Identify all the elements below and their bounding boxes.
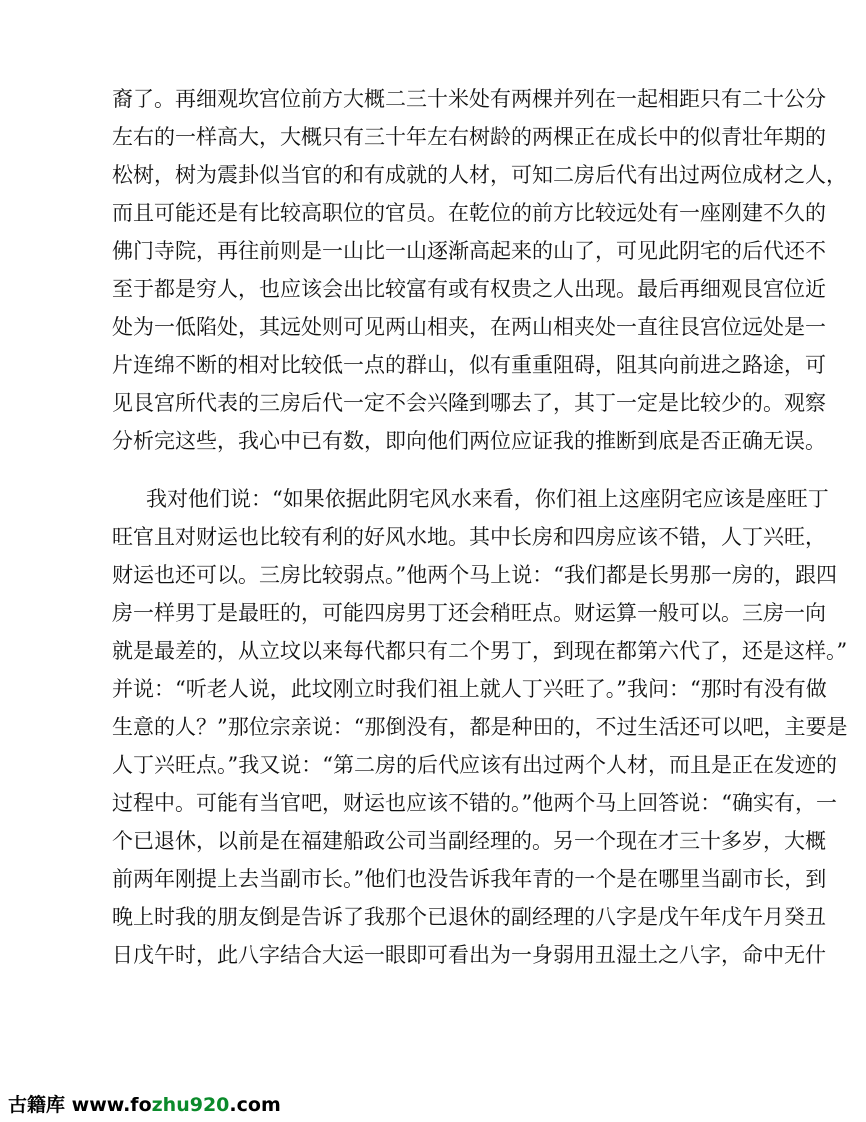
text-line: 至于都是穷人，也应该会出比较富有或有权贵之人出现。最后再细观艮宫位近 xyxy=(112,277,826,301)
text-line: 分析完这些，我心中已有数，即向他们两位应证我的推断到底是否正确无误。 xyxy=(112,429,826,453)
text-line: 并说：“听老人说，此坟刚立时我们祖上就人丁兴旺了。”我问：“那时有没有做 xyxy=(112,677,827,701)
text-line: 日戊午时，此八字结合大运一眼即可看出为一身弱用丑湿土之八字，命中无什 xyxy=(112,943,826,967)
text-line: 过程中。可能有当官吧，财运也应该不错的。”他两个马上回答说：“确实有，一 xyxy=(112,791,837,815)
text-line: 左右的一样高大，大概只有三十年左右树龄的两棵正在成长中的似青壮年期的 xyxy=(112,125,826,149)
text-line: 见艮宫所代表的三房后代一定不会兴隆到哪去了，其丁一定是比较少的。观察 xyxy=(112,391,826,415)
text-line: 前两年刚提上去当副市长。”他们也没告诉我年青的一个是在哪里当副市长，到 xyxy=(112,867,827,891)
text-line: 生意的人？”那位宗亲说：“那倒没有，都是种田的，不过生活还可以吧，主要是 xyxy=(112,715,848,739)
paragraph-first-line: 我对他们说：“如果依据此阴宅风水来看，你们祖上这座阴宅应该是座旺丁 xyxy=(146,487,829,511)
site-name: 古籍库 xyxy=(8,1094,66,1116)
text-line: 人丁兴旺点。”我又说：“第二房的后代应该有出过两个人材，而且是正在发迹的 xyxy=(112,753,837,777)
text-line: 旺官且对财运也比较有利的好风水地。其中长房和四房应该不错，人丁兴旺， xyxy=(112,525,826,549)
site-url: www.fozhu920.com xyxy=(71,1094,281,1116)
text-line: 片连绵不断的相对比较低一点的群山，似有重重阻碍，阻其向前进之路途，可 xyxy=(112,353,826,377)
text-line: 晚上时我的朋友倒是告诉了我那个已退休的副经理的八字是戊午年戊午月癸丑 xyxy=(112,905,826,929)
text-line: 而且可能还是有比较高职位的官员。在乾位的前方比较远处有一座刚建不久的 xyxy=(112,201,826,225)
text-line: 财运也还可以。三房比较弱点。”他两个马上说：“我们都是长男那一房的，跟四 xyxy=(112,563,837,587)
text-line: 处为一低陷处，其远处则可见两山相夹，在两山相夹处一直往艮宫位远处是一 xyxy=(112,315,826,339)
text-line: 佛门寺院，再往前则是一山比一山逐渐高起来的山了，可见此阴宅的后代还不 xyxy=(112,239,826,263)
site-url-highlight: zhu920 xyxy=(151,1094,230,1116)
site-watermark xyxy=(8,1090,281,1117)
text-line: 个已退休，以前是在福建船政公司当副经理的。另一个现在才三十多岁，大概 xyxy=(112,829,826,853)
text-line: 房一样男丁是最旺的，可能四房男丁还会稍旺点。财运算一般可以。三房一向 xyxy=(112,601,826,625)
text-line: 就是最差的，从立坟以来每代都只有二个男丁，到现在都第六代了，还是这样。” xyxy=(112,639,848,663)
text-line: 松树，树为震卦似当官的和有成就的人材，可知二房后代有出过两位成材之人， xyxy=(112,163,847,187)
text-line: 裔了。再细观坎宫位前方大概二三十米处有两棵并列在一起相距只有二十公分 xyxy=(112,87,826,111)
